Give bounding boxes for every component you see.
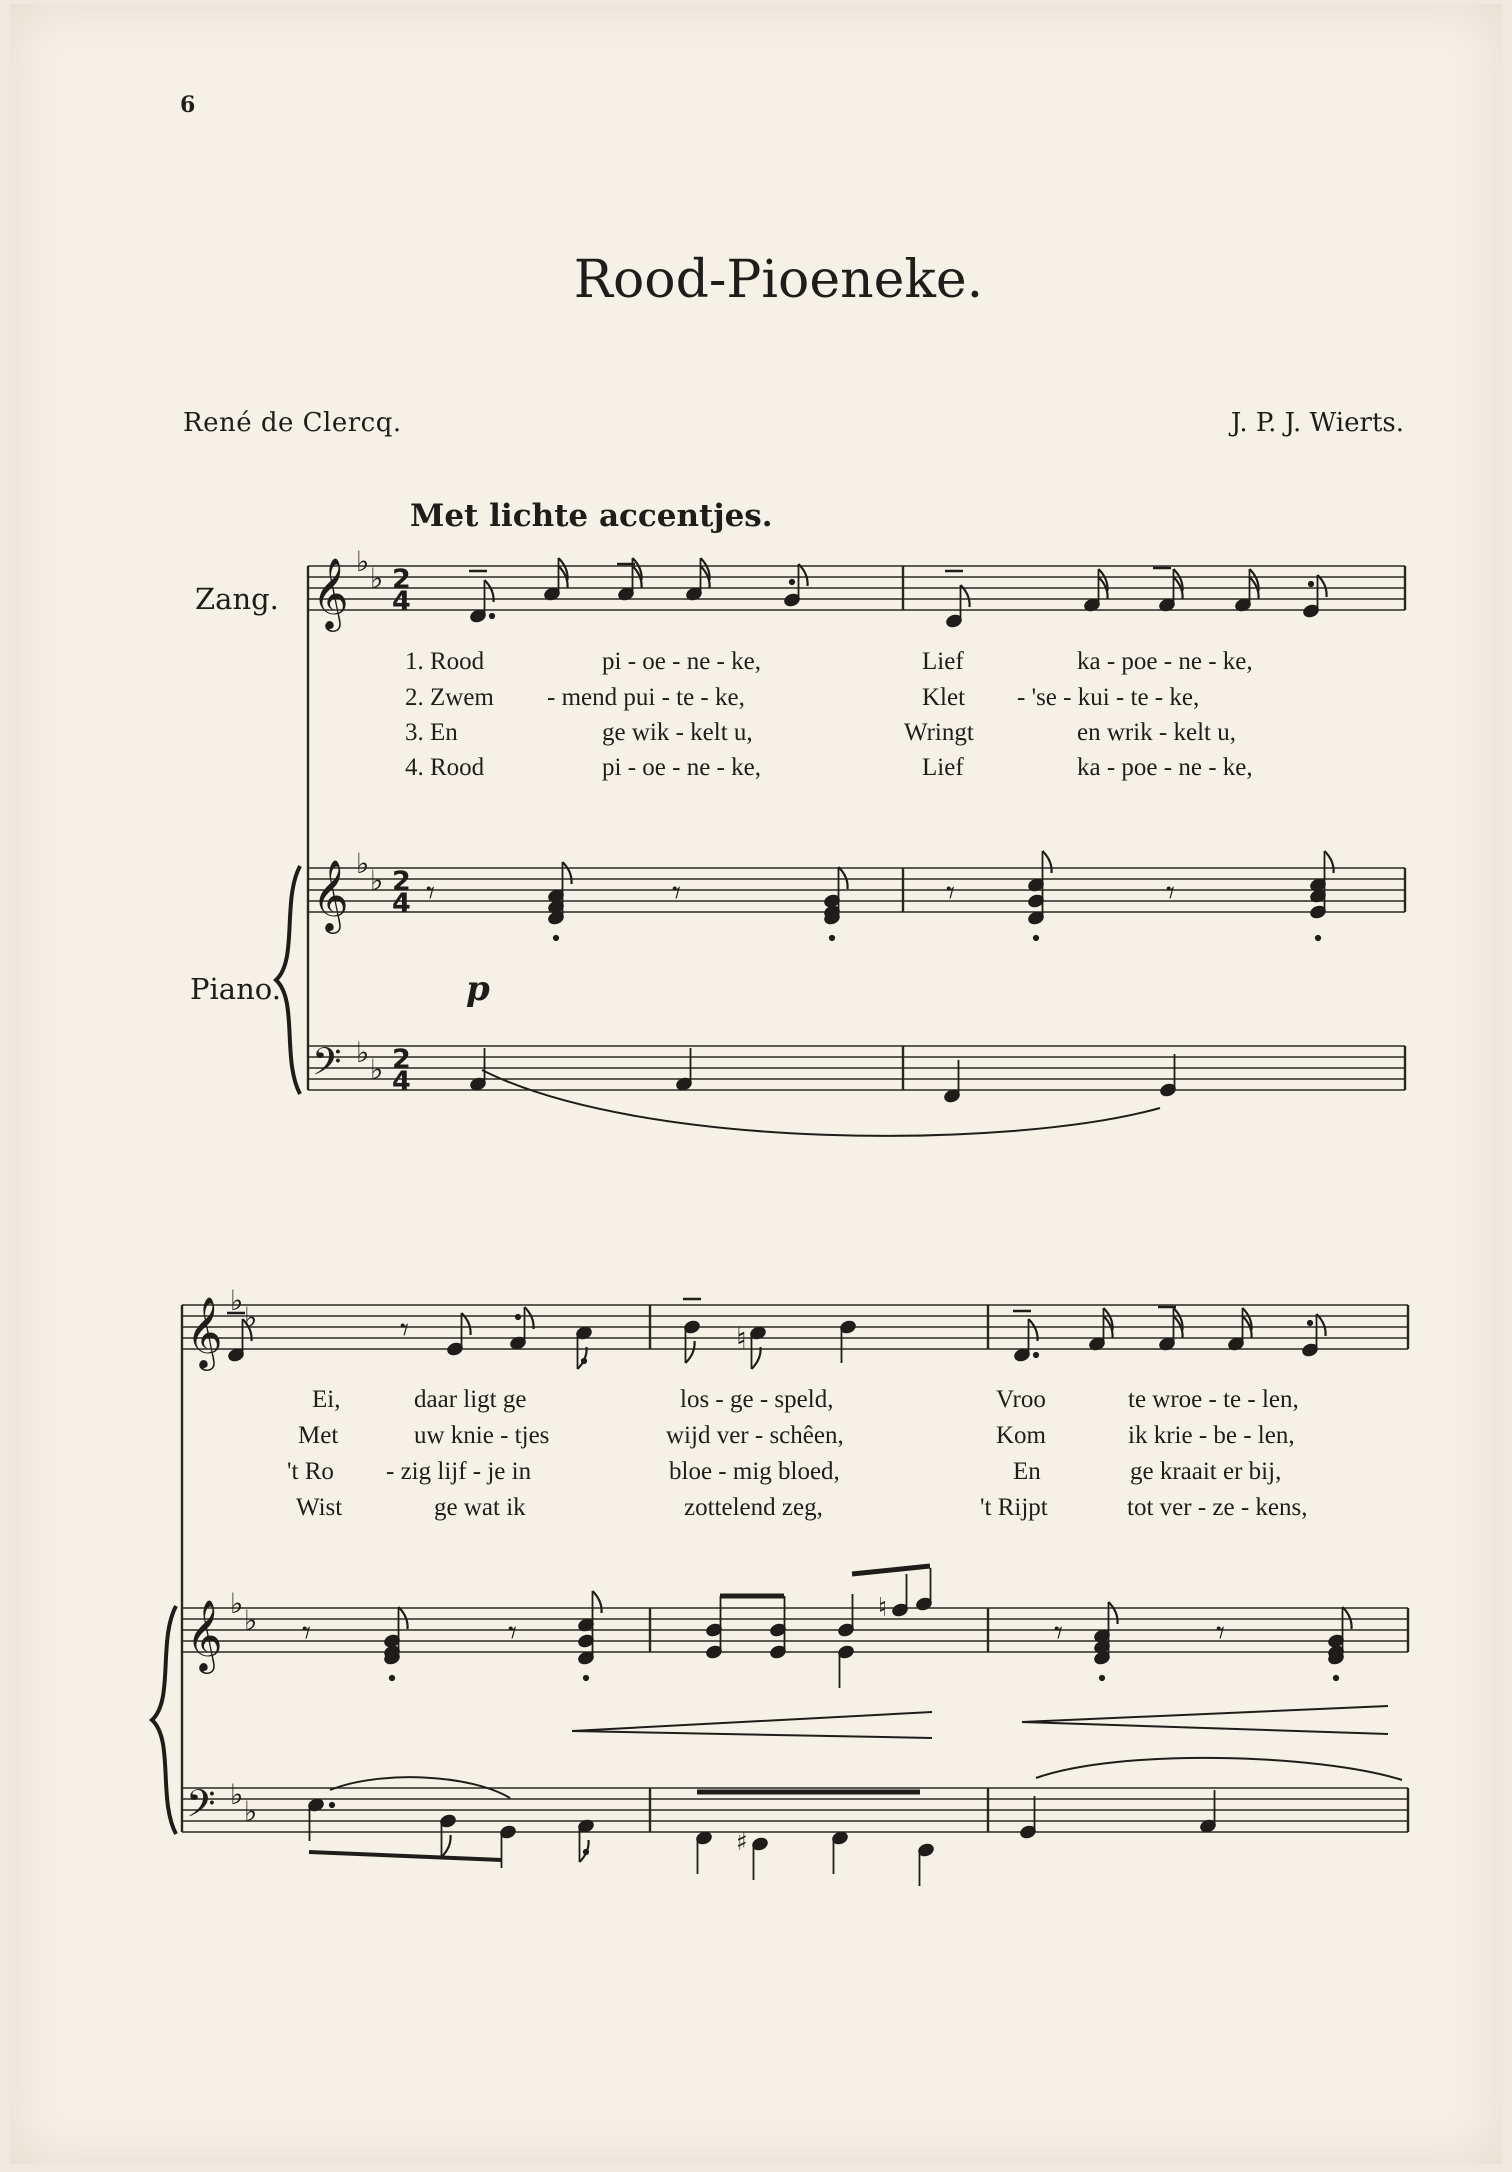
natural-sign-icon: ♮: [878, 1593, 888, 1623]
sharp-sign-icon: ♯: [736, 1828, 748, 1856]
lyric-s2-v1-c: los - ge - speld,: [680, 1386, 834, 1413]
eighth-rest-icon: 𝄾: [508, 1613, 518, 1653]
time-signature-denominator: 4: [392, 586, 411, 617]
voice-staff-2: [182, 1305, 1408, 1349]
lyric-s2-v4-b: ge wat ik: [434, 1494, 526, 1521]
lyric-s1-v2-b: - mend pui - te - ke,: [547, 684, 745, 711]
flat-icon: ♭: [356, 847, 370, 880]
page-number: 6: [180, 92, 196, 118]
lyric-s1-v4-d: ka - poe - ne - ke,: [1077, 754, 1253, 781]
note-flag: [799, 564, 808, 586]
flat-icon: ♭: [370, 864, 384, 897]
lyric-s2-v2-e: ik krie - be - len,: [1128, 1422, 1295, 1449]
lyric-s2-v3-a: 't Ro: [287, 1458, 334, 1485]
lyric-s2-v2-a: Met: [298, 1422, 339, 1449]
staccato-dot: [583, 1675, 588, 1680]
lyric-s2-v2-b: uw knie - tjes: [414, 1422, 550, 1449]
slur: [1036, 1758, 1402, 1780]
piano-label: Piano.: [190, 972, 281, 1006]
eighth-rest-icon: 𝄾: [302, 1613, 312, 1653]
staccato-dot: [389, 1675, 394, 1680]
lyric-s2-v1-a: Ei,: [312, 1386, 341, 1413]
piano-brace-2: [152, 1606, 176, 1834]
staccato-dot: [329, 1802, 334, 1807]
lyric-s1-v4-b: pi - oe - ne - ke,: [602, 754, 761, 781]
staccato-dot: [1099, 1675, 1104, 1680]
flat-icon: ♭: [356, 545, 370, 578]
lyric-s2-v4-a: Wist: [296, 1494, 343, 1521]
note-flag: [525, 1307, 534, 1329]
piano-brace-1: [276, 866, 300, 1094]
time-signature-numerator: 2: [392, 564, 411, 595]
tempo-marking: Met lichte accentjes.: [410, 498, 773, 534]
flat-icon: ♭: [370, 562, 384, 595]
slur: [482, 1070, 1160, 1136]
staccato-dot: [1308, 581, 1313, 586]
staccato-dot: [1033, 1352, 1038, 1357]
lyric-s1-v4-a: 4. Rood: [405, 754, 485, 781]
lyric-s1-v3-c: Wringt: [904, 719, 974, 746]
lyric-s2-v1-e: te wroe - te - len,: [1128, 1386, 1299, 1413]
flat-icon: ♭: [230, 1778, 244, 1811]
flat-icon: ♭: [244, 1604, 258, 1637]
piano-bass-staff-2: [182, 1788, 1408, 1832]
lyric-s2-v3-c: bloe - mig bloed,: [669, 1458, 840, 1485]
lyricist-credit: René de Clercq.: [183, 408, 402, 438]
beam: [309, 1852, 502, 1860]
crescendo-hairpin: [1022, 1706, 1388, 1734]
note-flag: [578, 1347, 587, 1369]
staccato-dot: [489, 613, 494, 618]
staccato-dot: [789, 579, 794, 584]
staccato-dot: [1315, 935, 1320, 940]
lyric-s2-v2-d: Kom: [996, 1422, 1046, 1449]
treble-clef-icon: 𝄞: [186, 1598, 223, 1671]
eighth-rest-icon: 𝄾: [1166, 873, 1176, 913]
treble-clef-icon: 𝄞: [312, 858, 349, 931]
music-glyphs: [152, 545, 1225, 1856]
note-flag: [686, 1341, 695, 1363]
lyric-s2-v4-c: zottelend zeg,: [684, 1494, 823, 1521]
bass-clef-icon: 𝄢: [312, 1039, 342, 1093]
time-signature-denominator: 4: [392, 1066, 411, 1097]
lyric-s2-v1-b: daar ligt ge: [414, 1386, 527, 1413]
note-flag: [1343, 1607, 1352, 1629]
staccato-dot: [515, 1314, 520, 1319]
lyric-s2-v3-e: ge kraait er bij,: [1130, 1458, 1282, 1485]
lyric-s2-v1-d: Vroo: [996, 1386, 1046, 1413]
composer-credit: J. P. J. Wierts.: [1230, 408, 1404, 438]
note-flag: [1317, 1314, 1326, 1336]
lyric-s2-v3-b: - zig lijf - je in: [386, 1458, 532, 1485]
bass-clef-icon: 𝄢: [186, 1781, 216, 1835]
lyric-s1-v3-a: 3. En: [405, 719, 458, 746]
flat-icon: ♭: [230, 1587, 244, 1620]
staccato-dot: [583, 1849, 588, 1854]
lyric-s1-v2-a: 2. Zwem: [405, 684, 494, 711]
eighth-rest-icon: 𝄾: [426, 873, 436, 913]
notes: [227, 558, 1402, 1886]
time-signature-denominator: 4: [392, 888, 411, 919]
lyric-s1-v2-d: - 'se - kui - te - ke,: [1017, 684, 1200, 711]
note-flag: [442, 1835, 451, 1857]
lyric-s1-v1-b: pi - oe - ne - ke,: [602, 648, 761, 675]
song-title: Rood-Pioeneke.: [573, 250, 984, 310]
time-signature-numerator: 2: [392, 866, 411, 897]
lyric-s1-v1-c: Lief: [922, 648, 964, 675]
note-flag: [399, 1607, 408, 1629]
eighth-rest-icon: 𝄾: [946, 873, 956, 913]
lyric-s1-v3-d: en wrik - kelt u,: [1077, 719, 1236, 746]
eighth-rest-icon: 𝄾: [1054, 1613, 1064, 1653]
note-flag: [1325, 851, 1334, 873]
dynamic-piano-marking: p: [466, 969, 490, 1009]
flat-icon: ♭: [244, 1795, 258, 1828]
lyric-s2-v2-c: wijd ver - schêen,: [666, 1422, 844, 1449]
note-flag: [752, 1347, 761, 1369]
lyric-s2-v3-d: En: [1013, 1458, 1041, 1485]
time-signature-numerator: 2: [392, 1044, 411, 1075]
flat-icon: ♭: [230, 1284, 244, 1317]
staccato-dot: [1033, 935, 1038, 940]
eighth-rest-icon: 𝄾: [1216, 1613, 1226, 1653]
staccato-dot: [1333, 1675, 1338, 1680]
flat-icon: ♭: [244, 1301, 258, 1334]
note-flag: [563, 862, 572, 884]
lyric-s1-v4-c: Lief: [922, 754, 964, 781]
lyric-s1-v2-c: Klet: [922, 684, 966, 711]
lyric-s1-v1-a: 1. Rood: [405, 648, 485, 675]
staccato-dot: [553, 935, 558, 940]
voice-label: Zang.: [195, 582, 279, 616]
eighth-rest-icon: 𝄾: [400, 1310, 410, 1350]
note-flag: [839, 867, 848, 889]
flat-icon: ♭: [370, 1053, 384, 1086]
lyric-s1-v1-d: ka - poe - ne - ke,: [1077, 648, 1253, 675]
flat-icon: ♭: [356, 1036, 370, 1069]
staccato-dot: [1307, 1320, 1312, 1325]
natural-sign-icon: ♮: [736, 1322, 747, 1357]
eighth-rest-icon: 𝄾: [672, 873, 682, 913]
beam: [852, 1566, 930, 1574]
note-flag: [1109, 1602, 1118, 1624]
lyric-s2-v4-d: 't Rijpt: [980, 1494, 1048, 1521]
note-flag: [593, 1591, 602, 1613]
treble-clef-icon: 𝄞: [312, 556, 349, 629]
lyric-s2-v4-e: tot ver - ze - kens,: [1127, 1494, 1308, 1521]
staccato-dot: [581, 1358, 586, 1363]
treble-clef-icon: 𝄞: [186, 1295, 223, 1368]
piano-treble-staff-1: [308, 868, 1405, 912]
note-flag: [1318, 575, 1327, 597]
note-flag: [1043, 851, 1052, 873]
crescendo-hairpin: [572, 1712, 932, 1738]
staccato-dot: [829, 935, 834, 940]
lyric-s1-v3-b: ge wik - kelt u,: [602, 719, 753, 746]
